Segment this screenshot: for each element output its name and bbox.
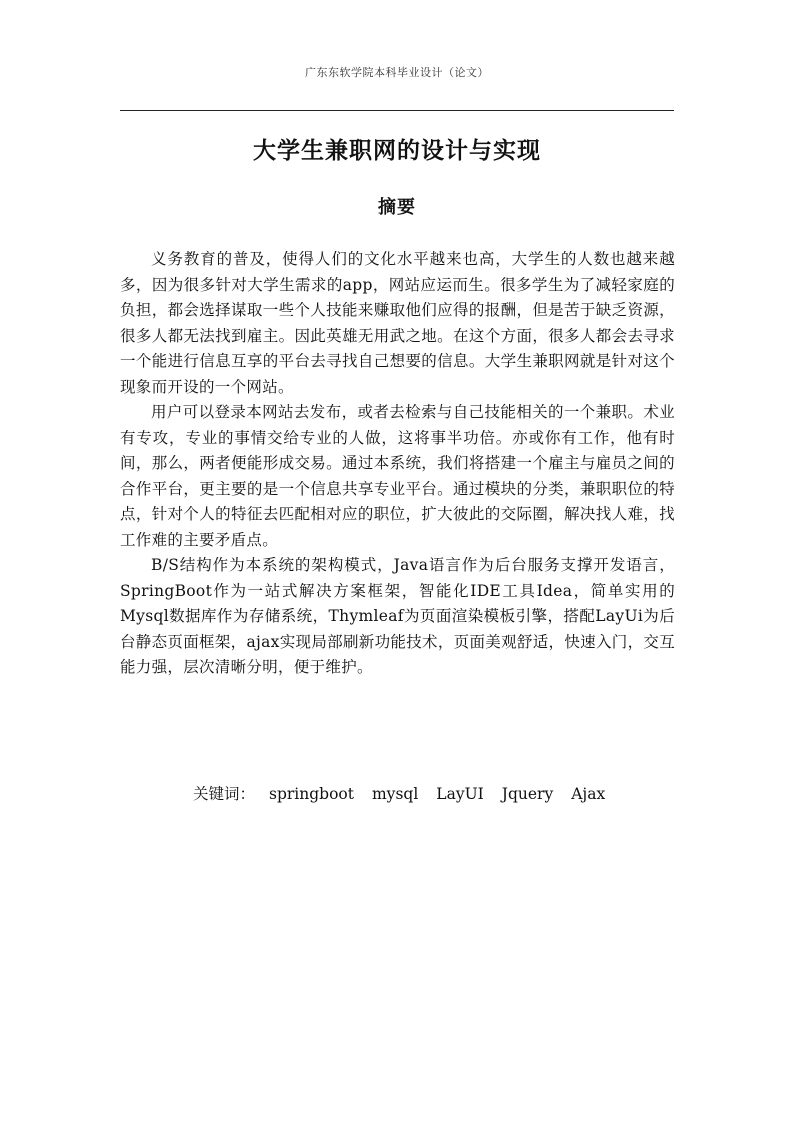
- abstract-paragraph-1: 义务教育的普及，使得人们的文化水平越来也高，大学生的人数也越来越多，因为很多针对大学生需求的app，网站应运而生。很多学生为了减轻家庭的负担，都会选择谋取一些个人技能来赚取他们应得的报酬，但是苦于缺乏资源，很多人都无法找到雇主。因此英雄无用武之地。在这个方面，很多人都会去寻求一个能进行信息互享的平台去寻找自己想要的信息。大学生兼职网就是针对这个现象而开设的一个网站。: [120, 250, 675, 396]
- keyword-item: Ajax: [571, 785, 606, 803]
- keyword-item: springboot: [269, 785, 354, 803]
- keyword-item: LayUI: [436, 785, 484, 803]
- abstract-paragraph-3: B/S结构作为本系统的架构模式，Java语言作为后台服务支撑开发语言，SpringBoot作为一站式解决方案框架，智能化IDE工具Idea，简单实用的Mysql数据库作为存储系统，Thymleaf为页面渲染模板引擎，搭配LayUi为后台静态页面框架，ajax实现局部刷新功能技术，页面美观舒适，快速入门，交互能力强，层次清晰分明，便于维护。: [120, 556, 675, 676]
- header-divider: [120, 110, 674, 111]
- abstract-heading: 摘要: [378, 197, 416, 218]
- keyword-item: Jquery: [501, 785, 554, 803]
- keyword-item: mysql: [371, 785, 419, 803]
- running-header: 广东东软学院本科毕业设计（论文）: [305, 66, 489, 79]
- keywords-label: 关键词：: [193, 785, 256, 803]
- document-title: 大学生兼职网的设计与实现: [253, 138, 541, 164]
- keywords-line: [193, 782, 605, 807]
- abstract-body: [120, 247, 675, 681]
- abstract-paragraph-2: 用户可以登录本网站去发布，或者去检索与自己技能相关的一个兼职。术业有专攻，专业的事情交给专业的人做，这将事半功倍。亦或你有工作，他有时间，那么，两者便能形成交易。通过本系统，我们将搭建一个雇主与雇员之间的合作平台，更主要的是一个信息共享专业平台。通过模块的分类，兼职职位的特点，针对个人的特征去匹配相对应的职位，扩大彼此的交际圈，解决找人难，找工作难的主要矛盾点。: [120, 403, 675, 549]
